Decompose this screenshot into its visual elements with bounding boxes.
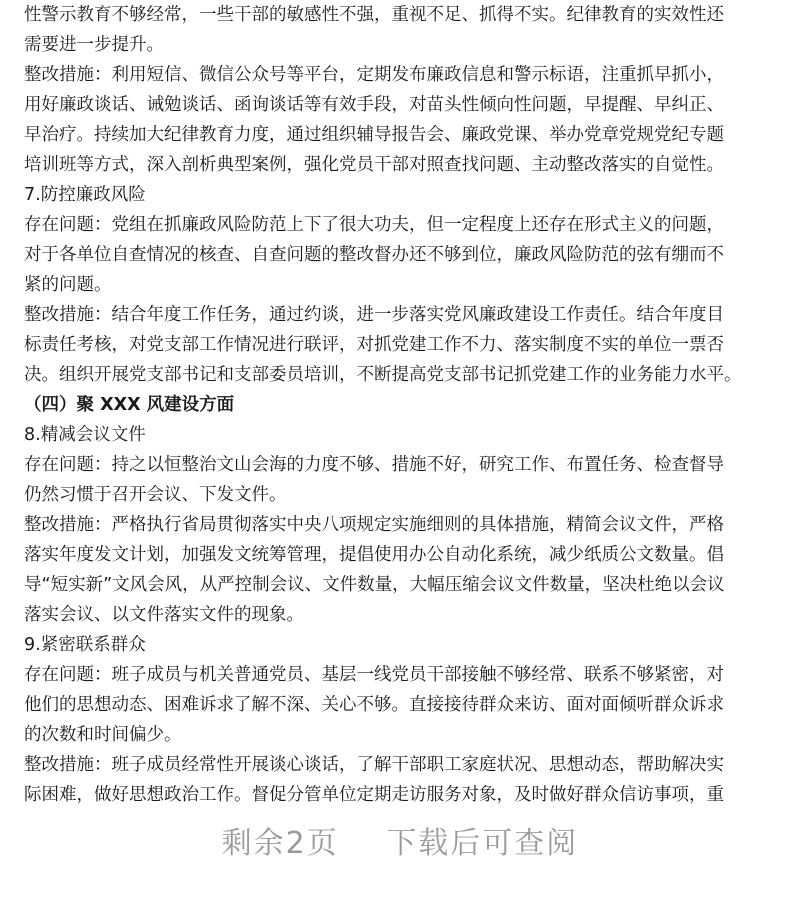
text-line: 早治疗。持续加大纪律教育力度，通过组织辅导报告会、廉政党课、举办党章党规党纪专题: [24, 125, 724, 145]
text-line: 存在问题：党组在抓廉政风险防范上下了很大功夫，但一定程度上还存在形式主义的问题，: [24, 215, 724, 235]
text-line: 落实会议、以文件落实文件的现象。: [24, 605, 304, 625]
text-line: 需要进一步提升。: [24, 35, 164, 55]
section-title: 7.防控廉政风险: [24, 185, 146, 205]
text-line: 性警示教育不够经常，一些干部的敏感性不强，重视不足、抓得不实。纪律教育的实效性还: [24, 5, 724, 25]
text-line: 仍然习惯于召开会议、下发文件。: [24, 485, 287, 505]
text-line: 对于各单位自查情况的核查、自查问题的整改督办还不够到位，廉政风险防范的弦有绷而不: [24, 245, 724, 265]
section-title: 8.精减会议文件: [24, 425, 146, 445]
text-line: 紧的问题。: [24, 275, 112, 295]
download-to-view-label[interactable]: 下载后可查阅: [386, 826, 579, 861]
text-line: 整改措施：严格执行省局贯彻落实中央八项规定实施细则的具体措施，精简会议文件，严格: [24, 515, 724, 535]
text-line: 存在问题：班子成员与机关普通党员、基层一线党员干部接触不够经常、联系不够紧密，对: [24, 665, 724, 685]
document-body: [24, 0, 780, 810]
text-line: 标责任考核，对党支部工作情况进行联评，对抓党建工作不力、落实制度不实的单位一票否: [24, 335, 724, 355]
text-line: 培训班等方式，深入剖析典型案例，强化党员干部对照查找问题、主动整改落实的自觉性。: [24, 155, 724, 175]
text-line: 用好廉政谈话、诫勉谈话、函询谈话等有效手段，对苗头性倾向性问题，早提醒、早纠正、: [24, 95, 724, 115]
text-line: 落实年度发文计划，加强发文统筹管理，提倡使用办公自动化系统，减少纸质公文数量。倡: [24, 545, 724, 565]
text-line: 际困难，做好思想政治工作。督促分管单位定期走访服务对象，及时做好群众信访事项，重: [24, 785, 724, 805]
section-title: 9.紧密联系群众: [24, 635, 146, 655]
text-line: 整改措施：利用短信、微信公众号等平台，定期发布廉政信息和警示标语，注重抓早抓小，: [24, 65, 724, 85]
text-line: 决。组织开展党支部书记和支部委员培训，不断提高党支部书记抓党建工作的业务能力水平。: [24, 365, 742, 385]
remaining-pages-label: 剩余2页: [221, 826, 339, 861]
text-line: 的次数和时间偏少。: [24, 725, 182, 745]
text-line: 整改措施：结合年度工作任务，通过约谈，进一步落实党风廉政建设工作责任。结合年度目: [24, 305, 724, 325]
text-line: 导“短实新”文风会风，从严控制会议、文件数量，大幅压缩会议文件数量，坚决杜绝以会议: [24, 575, 725, 595]
text-line: 存在问题：持之以恒整治文山会海的力度不够、措施不好，研究工作、布置任务、检查督导: [24, 455, 724, 475]
download-prompt[interactable]: [0, 818, 800, 862]
text-line: 整改措施：班子成员经常性开展谈心谈话，了解干部职工家庭状况、思想动态，帮助解决实: [24, 755, 724, 775]
text-line: 他们的思想动态、困难诉求了解不深、关心不够。直接接待群众来访、面对面倾听群众诉求: [24, 695, 724, 715]
chapter-heading: （四）聚 XXX 风建设方面: [24, 395, 235, 415]
